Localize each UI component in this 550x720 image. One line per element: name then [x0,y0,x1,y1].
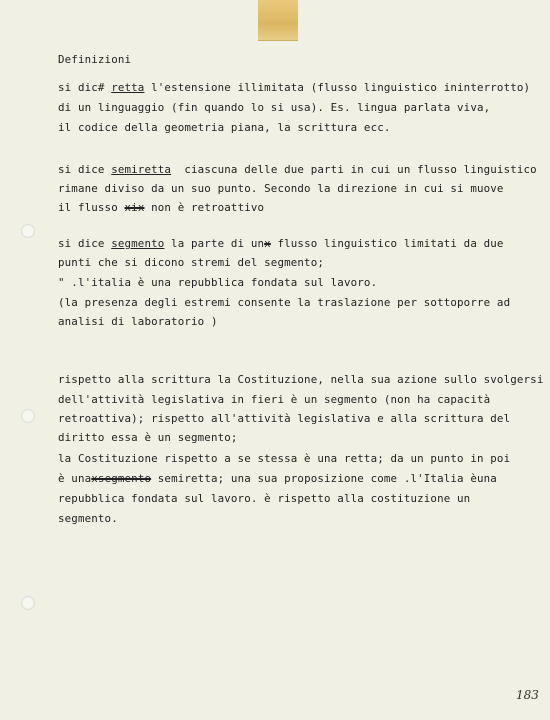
para4-line-4: diritto essa è un segmento; [58,431,238,444]
term-retta: retta [111,81,145,94]
segmento-line-5: analisi di laboratorio ) [58,315,218,328]
para4-line-2: dell'attività legislativa in fieri è un segmento (non ha capacità [58,393,491,406]
text: è una [58,472,92,485]
text: non è retroattivo [144,201,265,214]
retta-line-3: il codice della geometria piana, la scrittura ecc. [58,121,391,134]
term-semiretta: semiretta [111,163,172,176]
punch-hole [21,596,35,610]
para4-line-8: segmento. [58,512,118,525]
para4-line-1: rispetto alla scrittura la Costituzione, nella sua azione sullo svolgersi [58,373,544,386]
retta-line-2: di un linguaggio (fin quando lo si usa). Es. lingua parlata viva, [58,101,491,114]
adhesive-tape [258,0,298,41]
text: l'estensione illimitata (flusso linguistico ininterrotto) [144,81,531,94]
punch-hole [21,409,35,423]
struck-text: xix [124,201,145,214]
semiretta-line-3 [58,200,264,216]
punch-hole [21,224,35,238]
para4-line-3: retroattiva); rispetto all'attività legislativa e alla scrittura del [58,412,511,425]
segmento-line-3: " .l'italia è una repubblica fondata sul lavoro. [58,276,378,289]
page-number: 183 [516,688,539,702]
text: il flusso [58,201,125,214]
segmento-line-1 [58,236,504,252]
text: la parte di un [164,237,265,250]
text: si dic# [58,81,112,94]
para4-line-7: repubblica fondata sul lavoro. è rispetto alla costituzione un [58,492,471,505]
semiretta-line-1 [58,162,537,178]
text: ciascuna delle due parti in cui un flusso linguistico [171,163,537,176]
term-segmento: segmento [111,237,165,250]
para4-line-6 [58,471,497,487]
retta-line-1 [58,80,530,96]
text: semiretta; una sua proposizione come .l'Italia èuna [151,472,497,485]
segmento-line-4: (la presenza degli estremi consente la traslazione per sottoporre ad [58,296,511,309]
document-title: Definizioni [58,53,132,66]
para4-line-5: la Costituzione rispetto a se stessa è una retta; da un punto in poi [58,452,511,465]
text: flusso linguistico limitati da due [270,237,504,250]
struck-text: x [264,237,271,250]
text: si dice [58,163,112,176]
struck-text: xsegmento [91,472,152,485]
text: si dice [58,237,112,250]
segmento-line-2: punti che si dicono stremi del segmento; [58,256,325,269]
semiretta-line-2: rimane diviso da un suo punto. Secondo la direzione in cui si muove [58,182,504,195]
